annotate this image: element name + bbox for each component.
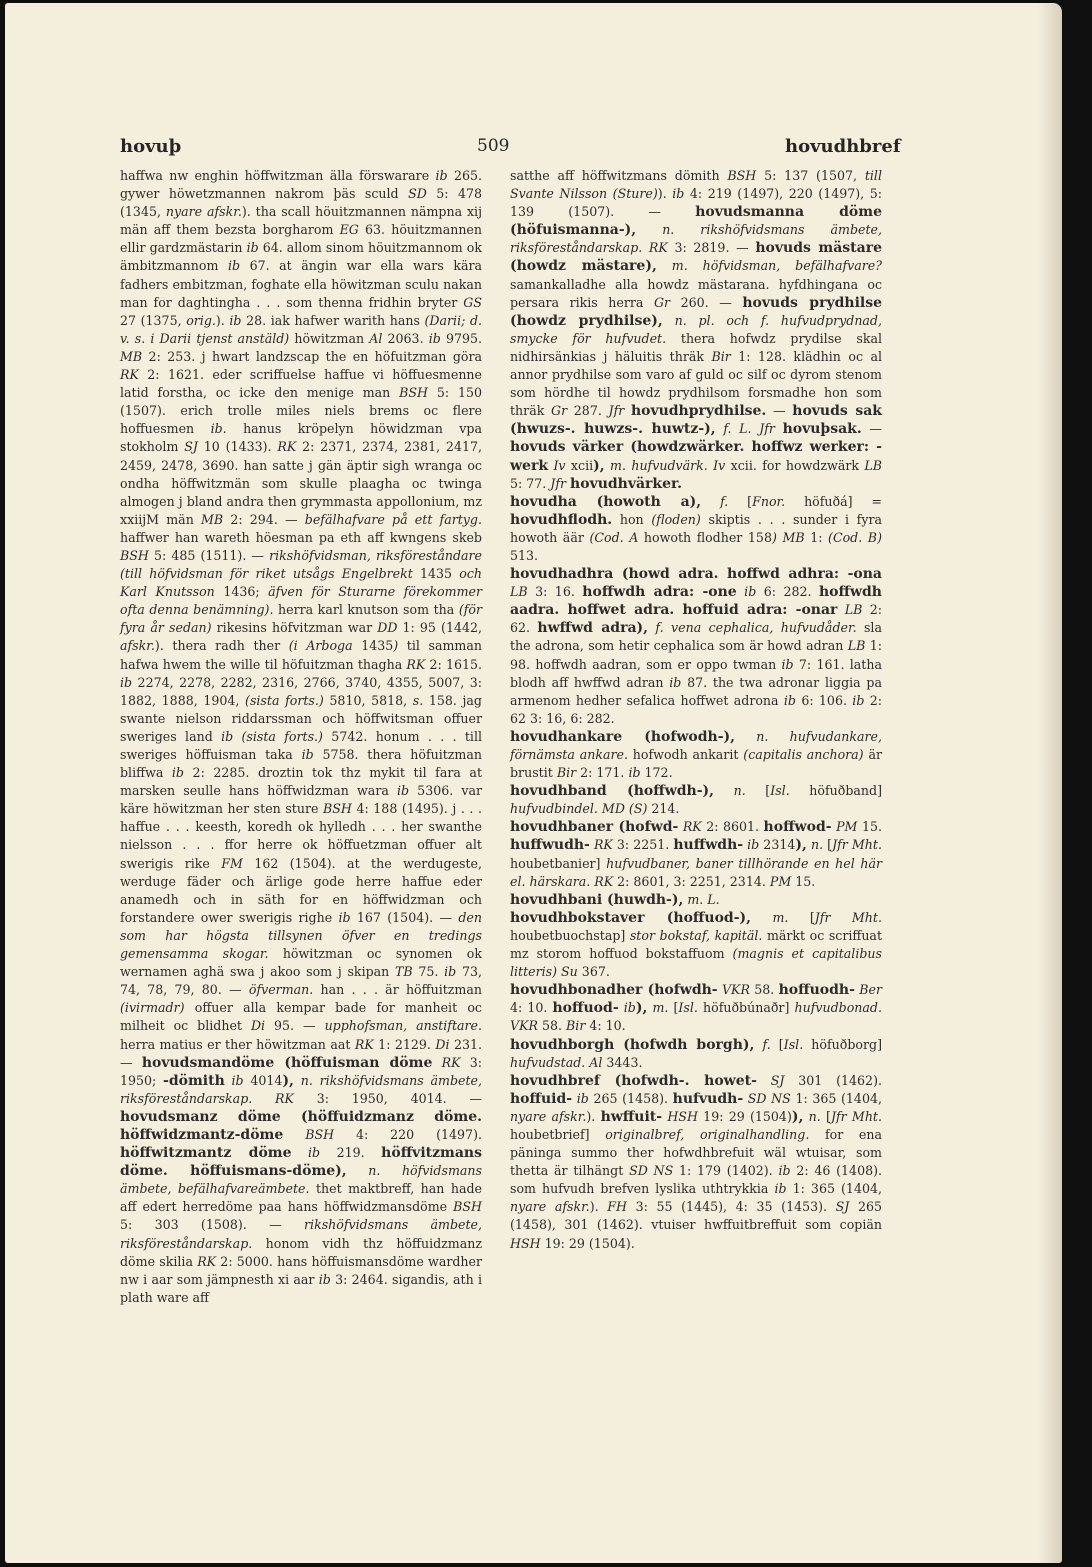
left-column [120, 167, 482, 1307]
entry-hovudhbokstaver: hovudhbokstaver (hoffuod-), m. [Jfr Mht. houbetbuochstap] stor bokstaf, kapitäl. märkt oc scriffuat mz storom hoffuod bokstaffuom (magnis et capitalibus litteris) Su 367. [510, 909, 883, 980]
page-number: 509 [477, 136, 510, 156]
left-headword: hovuþ [120, 136, 182, 157]
entry-hovudhborgh: hovudhborgh (hofwdh borgh), f. [Isl. höfuðborg] hufvudstad. Al 3443. [510, 1036, 882, 1070]
dictionary-page [5, 3, 1062, 1563]
entry-hovudhbref: hovudhbref (hofwdh-. howet- SJ 301 (1462). hoffuid- ib 265 (1458). hufvudh- SD NS 1: 365 (1404, nyare afskr.). hwffuit- HSH 19: 29 (1504)), n. [Jfr Mht. houbetbrief] originalbref, originalhandling. for ena päninga summo ther hofwdhbrefuit wäl wtuisar, som thetta är tilhängt SD NS 1: 179 (1402). ib 2: 46 (1408). som hufvudh brefven lyslika uthtrykkia ib 1: 365 (1404, nyare afskr.). FH 3: 55 (1445), 4: 35 (1453). SJ 265 (1458), 301 (1462). vtuiser hwffuitbreffuit som copiän HSH 19: 29 (1504). [510, 1072, 883, 1251]
running-header [5, 136, 1062, 160]
entry-hovudha: hovudha (howoth a), f. [Fnor. höfuðá] = hovudhflodh. hon (floden) skiptis . . . sunder i fyra howoth äär (Cod. A howoth flodher 158) MB 1: (Cod. B) 513. [510, 493, 882, 563]
right-column [510, 167, 882, 1253]
entry-hovudhband: hovudhband (hoffwdh-), n. [Isl. höfuðband] hufvudbindel. MD (S) 214. [510, 783, 882, 817]
entry-hovudhbaner: hovudhbaner (hofwd- RK 2: 8601. hoffwod- PM 15. huffwudh- RK 3: 2251. huffwdh- ib 2314), n. [Jfr Mht. houbetbanier] hufvudbaner, baner tillhörande en hel här el. härskara. RK 2: 8601, 3: 2251, 2314. PM 15. [510, 819, 883, 889]
entry-hovudsmanna: satthe aff höffwitzmans dömith BSH 5: 137 (1507, till Svante Nilsson (Sture)). ib 4: 219 (1497), 220 (1497), 5: 139 (1507). — hovudsmanna döme (höfuismanna-), n. rikshöfvidsmans ämbete, riksföreståndarskap. RK 3: 2819. — hovuds mästare (howdz mästare), m. höfvidsman, befälhafvare? samankalladhe alla howdz mästarana. hyfdhingana oc persara rikis herra Gr 260. — hovuds prydhilse (howdz prydhilse), n. pl. och f. hufvudprydnad, smycke för hufvudet. thera hofwdz prydilse skal nidhirsänkias j häluitis thräk Bir 1: 128. klädhin oc al annor prydhilse som varo af guld oc silf oc dyrom stenom som hördhe til howdz prydhilsom forsmadhe hon som thräk Gr 287. Jfr hovudhprydhilse. — hovuds sak (hwuzs-. huwzs-. huwtz-), f. L. Jfr hovuþsak. — hovuds värker (howdzwärker. hoffwz werker: -werk Iv xcii), m. hufvudvärk. Iv xcii. for howdzwärk LB 5: 77. Jfr hovudhvärker. [510, 168, 882, 492]
entry-hovudhbani: hovudhbani (huwdh-), m. L. [510, 891, 720, 908]
entry-hovudhbonadher: hovudhbonadher (hofwdh- VKR 58. hoffuodh- Ber 4: 10. hoffuod- ib), m. [Isl. höfuðbúnaðr] hufvudbonad. VKR 58. Bir 4: 10. [510, 982, 882, 1034]
left-entry-text: haffwa nw enghin höffwitzman älla förswarare ib 265. gywer höwetzmannen nakrom þäs sculd SD 5: 478 (1345, nyare afskr.). tha scall höuitzmannen nämpna xij män aff them bezsta borgharom EG 63. höuitzmannen ellir gardzmästarin ib 64. allom sinom höuitzmannom ok ämbitzmannom ib 67. at ängin war ella wars kära fadhers embitzman, foghate ella höwitzman sculu nakan man for daghtingha . . . som thenna fridhin bryter GS 27 (1375, orig.). ib 28. iak hafwer warith hans (Darii; d. v. s. i Darii tjenst anstäld) höwitzman Al 2063. ib 9795. MB 2: 253. j hwart landzscap the en höfuitzman göra RK 2: 1621. eder scriffuelse haffue vi höffuesmenne latid forstha, oc icke den menige man BSH 5: 150 (1507). erich trolle miles niels brems oc flere hoffuesmen ib. hanus kröpelyn höwidzman vpa stokholm SJ 10 (1433). RK 2: 2371, 2374, 2381, 2417, 2459, 2478, 3690. han satte j gän äptir sigh wranga oc ondha höffwitzmän som skulle plaagha oc twinga almogen j bland andra then grymmasta appollonium, mz xxiijM män MB 2: 294. — befälhafvare på ett fartyg. haffwer han wareth höesman pa eth aff kwngens skeb BSH 5: 485 (1511). — rikshöfvidsman, riksföreståndare (till höfvidsman för riket utsågs Engelbrekt 1435 och Karl Knutsson 1436; äfven för Sturarne förekommer ofta denna benämning). herra karl knutson som tha (för fyra år sedan) rikesins höfvitzman war DD 1: 95 (1442, afskr.). thera radh ther (i Arboga 1435) til samman hafwa hwem the wille til höfuitzman thagha RK 2: 1615. ib 2274, 2278, 2282, 2316, 2766, 3740, 4355, 5007, 3: 1882, 1888, 1904, (sista forts.) 5810, 5818, s. 158. jag swante nielson riddarssman och höffwitsman offuer sweriges land ib (sista forts.) 5742. honum . . . till sweriges höffuisman taka ib 5758. thera höfuitzman bliffwa ib 2: 2285. droztin tok thz mykit til fara at marsken seulle hans höffwidzman wara ib 5306. var käre höwitzman her sten sture BSH 4: 188 (1495). j . . . haffue . . . keesth, koredh ok hylledh . . . her swanthe nielsson . . . ffor herre ok höffuetzman offuer alt swerigis rike FM 162 (1504). at the werdugeste, werduge fäder och ärlige gode herre haffue eder anamedh och in säth for en höffwidzman och forstandere ower swerigis righe ib 167 (1504). — den som har högsta tillsynen öfver en tredings gemensamma skogar. höwitzman oc synomen ok wernamen aghä swa j akoo som j skipan TB 75. ib 73, 74, 78, 79, 80. — öfverman. han . . . är höffuitzman (ivirmadr) offuer alla kempar bade for manheit oc milheit oc blidhet Di 95. — upphofsman, anstiftare. herra matius er ther höwitzman aat RK 1: 2129. Di 231. — hovudsmandöme (höffuisman döme RK 3: 1950; -dömith ib 4014), n. rikshöfvidsmans ämbete, riksföreståndarskap. RK 3: 1950, 4014. — hovudsmanz döme (höffuidzmanz döme. höffwidzmantz-döme BSH 4: 220 (1497). höffwitzmantz döme ib 219. höffvitzmans döme. höffuismans-döme), n. höfvidsmans ämbete, befälhafvareämbete. thet maktbreff, han hade aff edert herredöme paa hans höffwidzmansdöme BSH 5: 303 (1508). — rikshöfvidsmans ämbete, riksföreståndarskap. honom vidh thz höffuidzmanz döme skilia RK 2: 5000. hans höffuismansdöme wardher nw i aar som jämpnesth xi aar ib 3: 2464. sigandis, ath i plath ware aff [120, 168, 483, 1305]
entry-hovudhankare: hovudhankare (hofwodh-), n. hufvudankare, förnämsta ankare. hofwodh ankarit (capitalis anchora) är brustit Bir 2: 171. ib 172. [510, 728, 882, 781]
entry-hovudhadhra: hovudhadhra (howd adra. hoffwd adhra: -ona LB 3: 16. hoffwdh adra: -one ib 6: 282. hoffwdh aadra. hoffwet adra. hoffuid adra: -onar LB 2: 62. hwffwd adra), f. vena cephalica, hufvudåder. sla the adrona, som hetir cephalica som är howd adran LB 1: 98. hoffwdh aadran, som er oppo twman ib 7: 161. latha blodh aff hwffwd adran ib 87. the twa adronar liggia pa armenom hedher sefalica hoffwet adrona ib 6: 106. ib 2: 62 3: 16, 6: 282. [510, 566, 882, 726]
right-headword: hovudhbref [785, 136, 901, 157]
